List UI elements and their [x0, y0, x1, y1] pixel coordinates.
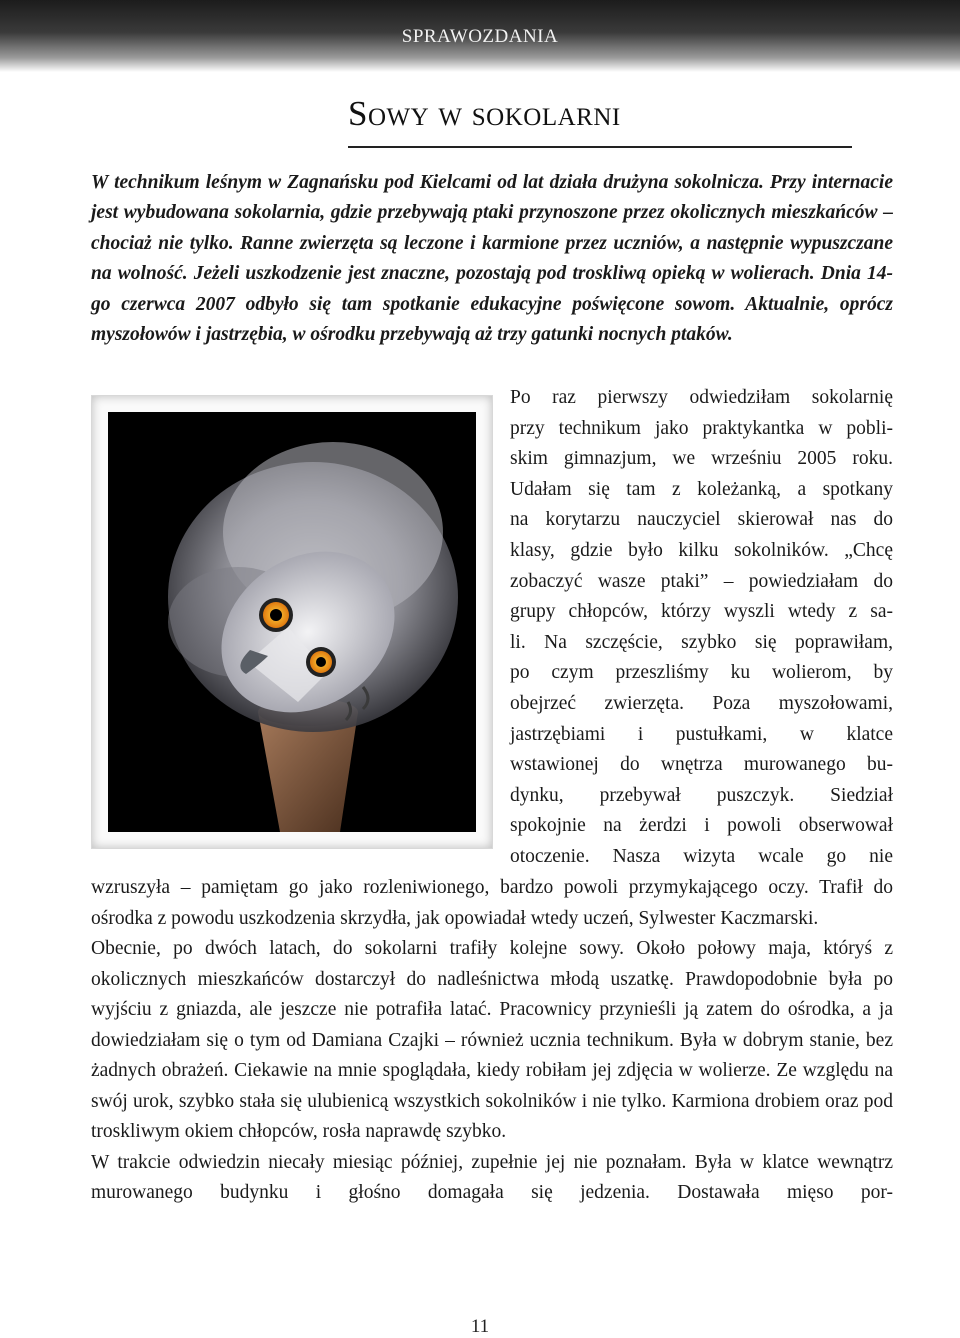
paragraph-2: Obecnie, po dwóch latach, do sokolarni trafiły kolejne sowy. Około połowy maja, któryś z okolicznych mieszkańców dostarczył do nadleśnictwa młodą uszatkę. Prawdopodobnie była po wyjściu z gniazda, ale jeszcze nie potrafiła latać. Pracownicy przynieśli ją zatem do ośrodka, a ja dowiedziałam się o tym od Damiana Czajki – również ucznia technikum. Była w dobrym stanie, bez żadnych obrażeń. Ciekawie na mnie spoglądała, kiedy robiłam jej zdjęcia w wolierze. Ze względu na swój urok, szybko stała się ulubienicą wszystkich sokolników i nie tylko. Karmiona drobiem oraz pod troskliwym okiem chłopców, rosła naprawdę szybko. — [91, 938, 893, 1142]
article-title: Sowy w sokolarni — [348, 94, 621, 133]
column-line: wstawionej do wnętrza murowanego bu- — [510, 754, 893, 776]
body-text — [91, 873, 893, 1209]
page-number: 11 — [470, 1316, 490, 1337]
column-line: otoczenie. Nasza wizyta wcale go nie — [510, 845, 893, 867]
column-line: dynku, przebywał puszczyk. Siedział — [510, 784, 893, 806]
column-line: Po raz pierwszy odwiedziłam sokolarnię — [510, 387, 893, 408]
column-line: spokojnie na żerdzi i powoli obserwował — [510, 815, 893, 837]
column-line: skim gimnazjum, we wrześniu 2005 roku. — [510, 448, 893, 470]
owl-photo-frame — [91, 395, 493, 849]
paragraph-1-continued: wzruszyła – pamiętam go jako rozleniwionego, bardzo powoli przymykającego oczy. Trafił do ośrodka z powodu uszkodzenia skrzydła, jak opowiadał wtedy uczeń, Sylwester Kaczmarski. — [91, 877, 893, 929]
column-line: po czym przeszliśmy ku wolierom, by — [510, 662, 893, 684]
column-line: klasy, gdzie było kilku sokolników. „Chcę — [510, 539, 893, 561]
column-line: li. Na szczęście, szybko się poprawiłam, — [510, 631, 893, 653]
owl-photo — [108, 412, 476, 832]
column-line: obejrzeć zwierzęta. Poza myszołowami, — [510, 692, 893, 714]
lead-paragraph: W technikum leśnym w Zagnańsku pod Kielcami od lat działa drużyna sokolnicza. Przy internacie jest wybudowana sokolarnia, gdzie przebywają ptaki przynoszone przez okolicznych mieszkańców – chociaż nie tylko. Ranne zwierzęta są leczone i karmione przez uczniów, a następnie wypuszczane na wolność. Jeżeli uszkodzenie jest znaczne, pozostają pod troskliwą opieką w wolierach. Dnia 14-go czerwca 2007 odbyło się tam spotkanie edukacyjne poświęcone sowom. Aktualnie, oprócz myszołowów i jastrzębia, w ośrodku przebywają aż trzy gatunki nocnych ptaków. — [91, 172, 893, 346]
column-line: na korytarzu nauczyciel skierował nas do — [510, 509, 893, 531]
column-line: grupy chłopców, którzy wyszli wtedy z sa- — [510, 601, 893, 623]
section-label: SPRAWOZDANIA — [401, 26, 559, 47]
column-line: Udałam się tam z koleżanką, a spotkany — [510, 478, 893, 500]
column-text — [510, 383, 893, 873]
column-line: przy technikum jako praktykantka w pobli- — [510, 417, 893, 439]
column-line: jastrzębiami i pustułkami, w klatce — [510, 723, 893, 745]
column-line: zobaczyć wasze ptaki” – powiedziałam do — [510, 570, 893, 592]
title-underline — [348, 146, 852, 148]
paragraph-3: W trakcie odwiedzin niecały miesiąc później, zupełnie jej nie poznałam. Była w klatce wewnątrz murowanego budynku i głośno domagała się jedzenia. Dostawała mięso por- — [91, 1151, 893, 1203]
